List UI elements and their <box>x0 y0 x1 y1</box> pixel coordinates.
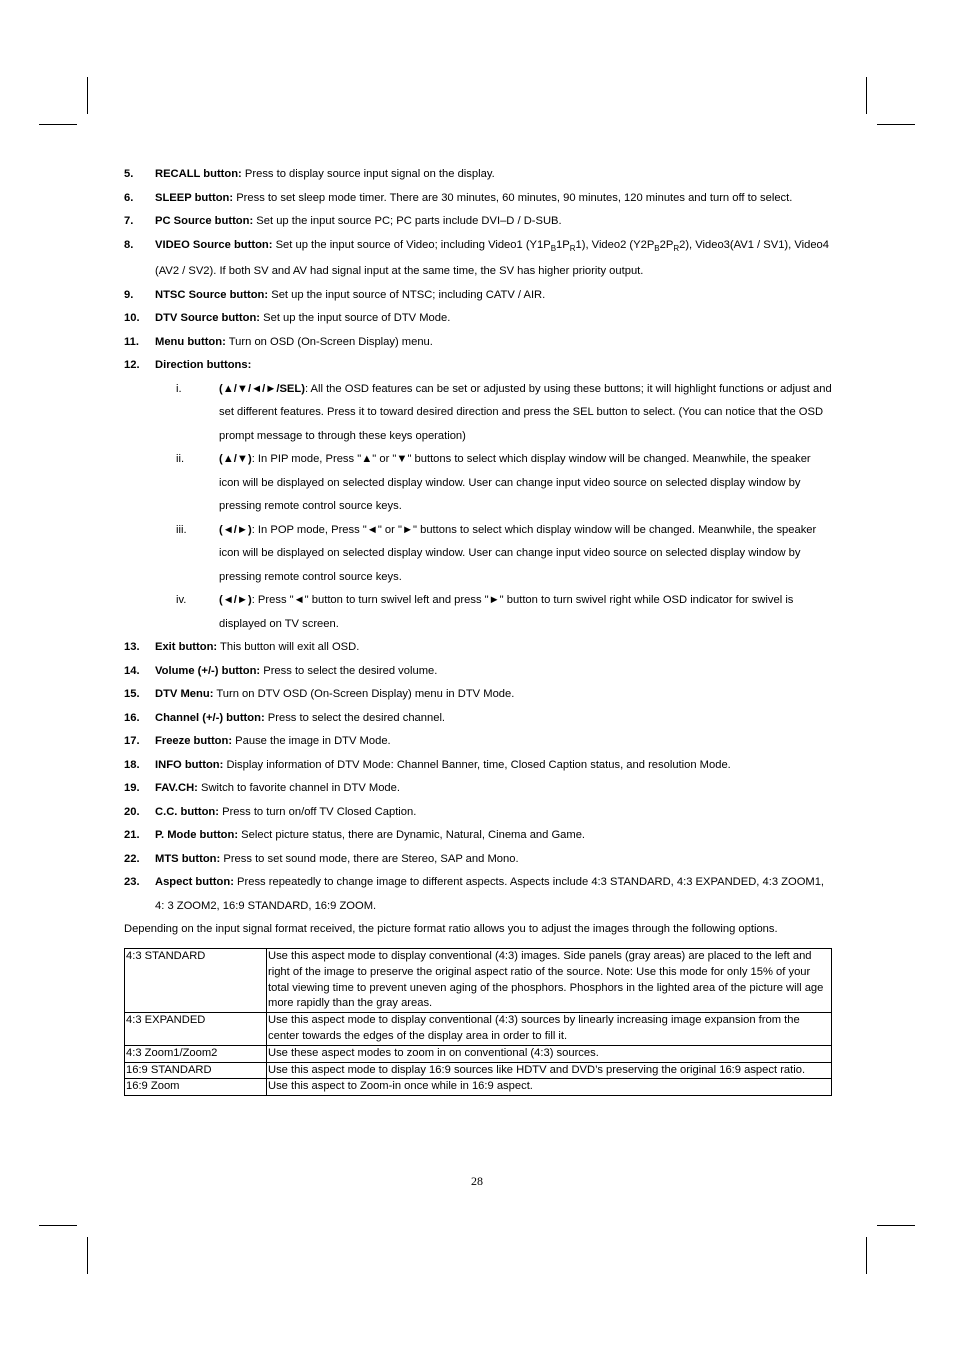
list-item: 21. P. Mode button: Select picture status, there are Dynamic, Natural, Cinema and Game. <box>124 829 586 842</box>
crop-mark <box>877 124 915 125</box>
aspect-mode: 4:3 EXPANDED <box>125 1013 267 1046</box>
aspect-mode: 4:3 Zoom1/Zoom2 <box>125 1045 267 1062</box>
list-item: 6. SLEEP button: Press to set sleep mode timer. There are 30 minutes, 60 minutes, 90 minutes, 120 minutes and turn off to select. <box>124 191 793 204</box>
direction-subitem: i. (▲/▼/◄/►/SEL): All the OSD features can be set or adjusted by using these buttons; it will highlight functions or adjust and set different features. Press it to toward desired direction and press the SEL button to select. (You can notice that the OSD prompt message to through these keys operation) <box>176 382 832 442</box>
list-item: 20. C.C. button: Press to turn on/off TV Closed Caption. <box>124 805 417 818</box>
crop-mark <box>87 77 88 114</box>
crop-mark <box>866 77 867 114</box>
list-item: 12. Direction buttons: <box>124 359 252 372</box>
crop-mark <box>39 1225 77 1226</box>
list-item: 13. Exit button: This button will exit all OSD. <box>124 641 360 654</box>
list-item: 22. MTS button: Press to set sound mode, there are Stereo, SAP and Mono. <box>124 852 519 865</box>
direction-subitem: ii. (▲/▼): In PIP mode, Press "▲" or "▼" buttons to select which display window will be changed. Meanwhile, the speaker icon will be displayed on selected display window. User can change input video source on selected display window by pressing remote control source keys. <box>176 453 811 513</box>
aspect-description: Use this aspect mode to display 16:9 sources like HDTV and DVD’s preserving the original 16:9 aspect ratio. <box>267 1062 832 1079</box>
crop-mark <box>39 124 77 125</box>
table-row <box>125 1013 832 1046</box>
list-item: 19. FAV.CH: Switch to favorite channel in DTV Mode. <box>124 782 400 795</box>
list-item: 7. PC Source button: Set up the input source PC; PC parts include DVI–D / D-SUB. <box>124 215 562 227</box>
table-row <box>125 949 832 1013</box>
aspect-mode: 4:3 STANDARD <box>125 949 267 1013</box>
table-row <box>125 1045 832 1062</box>
table-row <box>125 1062 832 1079</box>
list-item: 18. INFO button: Display information of DTV Mode: Channel Banner, time, Closed Caption status, and resolution Mode. <box>124 758 731 771</box>
list-item: 9. NTSC Source button: Set up the input source of NTSC; including CATV / AIR. <box>124 288 546 301</box>
page-number: 28 <box>471 1174 483 1188</box>
list-item: 14. Volume (+/-) button: Press to select the desired volume. <box>124 664 438 677</box>
list-item: 23. Aspect button: Press repeatedly to change image to different aspects. Aspects include 4:3 STANDARD, 4:3 EXPANDED, 4:3 ZOOM1, 4: 3 ZOOM2, 16:9 STANDARD, 16:9 ZOOM. <box>124 876 825 912</box>
crop-mark <box>87 1237 88 1274</box>
list-item: 16. Channel (+/-) button: Press to select the desired channel. <box>124 711 446 724</box>
button-description-list <box>124 163 832 942</box>
list-item: 15. DTV Menu: Turn on DTV OSD (On-Screen Display) menu in DTV Mode. <box>124 688 515 701</box>
list-item: 11. Menu button: Turn on OSD (On-Screen Display) menu. <box>124 335 433 348</box>
crop-mark <box>877 1225 915 1226</box>
list-item: 8. VIDEO Source button: Set up the input source of Video; including Video1 $(Y1P_B1P_R1)$, Video2 $(Y2P_B2P_R2)$, Video3(AV1 / SV1), Video4 (AV2 / SV2). If both SV and AV had signal input at the same time, the SV has higher priority output. <box>124 238 829 278</box>
aspect-mode-table <box>124 948 832 1096</box>
crop-mark <box>866 1237 867 1274</box>
aspect-intro: Depending on the input signal format received, the picture format ratio allows you to adjust the images through the following options. <box>124 923 778 936</box>
list-item: 5. RECALL button: Press to display source input signal on the display. <box>124 168 495 180</box>
aspect-mode: 16:9 STANDARD <box>125 1062 267 1079</box>
aspect-description: Use this aspect mode to display conventional (4:3) sources by linearly increasing image expansion from the center towards the edges of the display area in order to fill it. <box>267 1013 832 1046</box>
aspect-description: Use this aspect mode to display conventional (4:3) images. Side panels (gray areas) are placed to the left and right of the image to preserve the original aspect ratio of the source. Note: Use this mode for only 15% of your total viewing time to prevent uneven aging of the phosphors. Phosphors in the lighted area of the picture will age more rapidly than the gray areas. <box>267 949 832 1013</box>
direction-subitem: iii. (◄/►): In POP mode, Press "◄" or "►" buttons to select which display window will be changed. Meanwhile, the speaker icon will be displayed on selected display window. User can change input video source on selected display window by pressing remote control source keys. <box>176 523 817 583</box>
aspect-mode: 16:9 Zoom <box>125 1079 267 1096</box>
aspect-description: Use these aspect modes to zoom in on conventional (4:3) sources. <box>267 1045 832 1062</box>
direction-subitem: iv. (◄/►): Press "◄" button to turn swivel left and press "►" button to turn swivel right while OSD indicator for swivel is displayed on TV screen. <box>176 594 794 630</box>
list-item: 17. Freeze button: Pause the image in DTV Mode. <box>124 735 391 748</box>
table-row <box>125 1079 832 1096</box>
list-item: 10. DTV Source button: Set up the input source of DTV Mode. <box>124 312 451 325</box>
aspect-description: Use this aspect to Zoom-in once while in 16:9 aspect. <box>267 1079 832 1096</box>
